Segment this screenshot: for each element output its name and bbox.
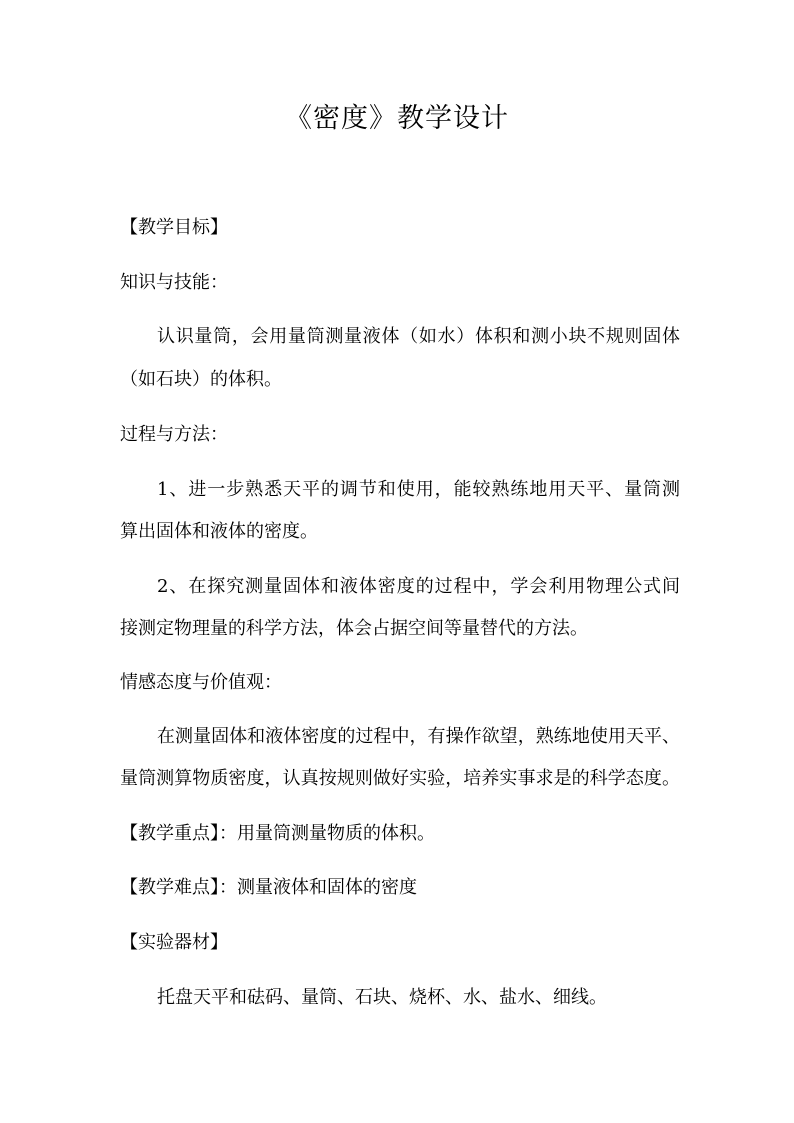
key-point-line: 【教学重点】：用量筒测量物质的体积。 (120, 823, 435, 844)
emotion-heading: 情感态度与价值观： (120, 672, 282, 693)
process-heading: 过程与方法： (120, 424, 228, 445)
knowledge-paragraph-line-2: （如石块）的体积。 (120, 369, 282, 390)
process-item-2-line-2: 接测定物理量的科学方法，体会占据空间等量替代的方法。 (120, 618, 588, 639)
knowledge-paragraph-line-1: 认识量筒，会用量筒测量液体（如水）体积和测小块不规则固体 (157, 326, 680, 347)
knowledge-heading: 知识与技能： (120, 272, 228, 293)
process-item-2-line-1: 2、在探究测量固体和液体密度的过程中，学会利用物理公式间 (157, 576, 680, 597)
process-item-1-line-1: 1、进一步熟悉天平的调节和使用，能较熟练地用天平、量筒测 (157, 479, 680, 500)
difficulty-line: 【教学难点】：测量液体和固体的密度 (120, 877, 417, 898)
emotion-paragraph-line-2: 量筒测算物质密度，认真按规则做好实验，培养实事求是的科学态度。 (120, 768, 680, 789)
emotion-paragraph-line-1: 在测量固体和液体密度的过程中，有操作欲望，熟练地使用天平、 (157, 726, 680, 747)
document-title: 《密度》教学设计 (285, 103, 509, 134)
materials-heading: 【实验器材】 (120, 932, 228, 953)
process-item-1-line-2: 算出固体和液体的密度。 (120, 521, 318, 542)
materials-line: 托盘天平和砝码、量筒、石块、烧杯、水、盐水、细线。 (157, 987, 607, 1008)
objectives-heading: 【教学目标】 (120, 217, 228, 238)
